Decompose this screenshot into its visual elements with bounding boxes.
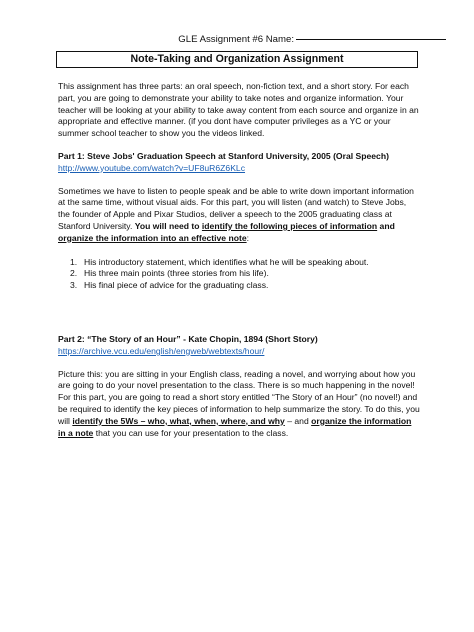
- part1-video-link[interactable]: http://www.youtube.com/watch?v=UF8uR6Z6KLc: [58, 162, 246, 173]
- name-blank-line: [296, 39, 446, 40]
- part1-paragraph: Sometimes we have to listen to people speak and be able to write down important information at the same time, without visual aids. For this part, you will listen (and watch) to Steve Jobs, the founder of Apple and Pixar Studios, deliver a speech to the 2005 graduating class at Stanford University. You will need to identify the following pieces of information and organize the information into an effective note:: [58, 185, 414, 243]
- part2-paragraph: Picture this: you are sitting in your English class, reading a novel, and worrying about how you are going to do your novel presentation to the class. There is so much happening in the novel! For this part, you are going to read a short story entitled “The Story of an Hour” (no novel!) and be required to identify the key pieces of information to help summarize the story. To do this, you will identify the 5Ws – who, what, when, where, and why – and organize the information in a note that you can use for your presentation to the class.: [58, 368, 420, 438]
- part2-heading: Part 2: “The Story of an Hour” - Kate Chopin, 1894 (Short Story): [58, 333, 318, 344]
- list-item: 1. His introductory statement, which identifies what he will be speaking about.: [70, 256, 369, 267]
- list-item: 3. His final piece of advice for the graduating class.: [70, 280, 269, 291]
- document-body: [58, 81, 420, 439]
- document-title: Note-Taking and Organization Assignment: [56, 51, 418, 68]
- page-header: [0, 34, 446, 45]
- list-item: 2. His three main points (three stories from his life).: [70, 268, 269, 279]
- part1-heading: Part 1: Steve Jobs' Graduation Speech at Stanford University, 2005 (Oral Speech): [58, 150, 389, 161]
- header-label: GLE Assignment #6 Name:: [178, 34, 294, 45]
- part2-story-link[interactable]: https://archive.vcu.edu/english/engweb/webtexts/hour/: [58, 345, 265, 356]
- part1-list: [58, 257, 420, 292]
- intro-paragraph: This assignment has three parts: an oral speech, non-fiction text, and a short story. For each part, you are going to demonstrate your ability to take notes and organize information. Your teacher will be looking at your ability to take away content from each source and organize in an appropriate and effective manner. (if you dont have computer privileges as a YC or your summer school teacher to show you the videos linked.: [58, 81, 419, 139]
